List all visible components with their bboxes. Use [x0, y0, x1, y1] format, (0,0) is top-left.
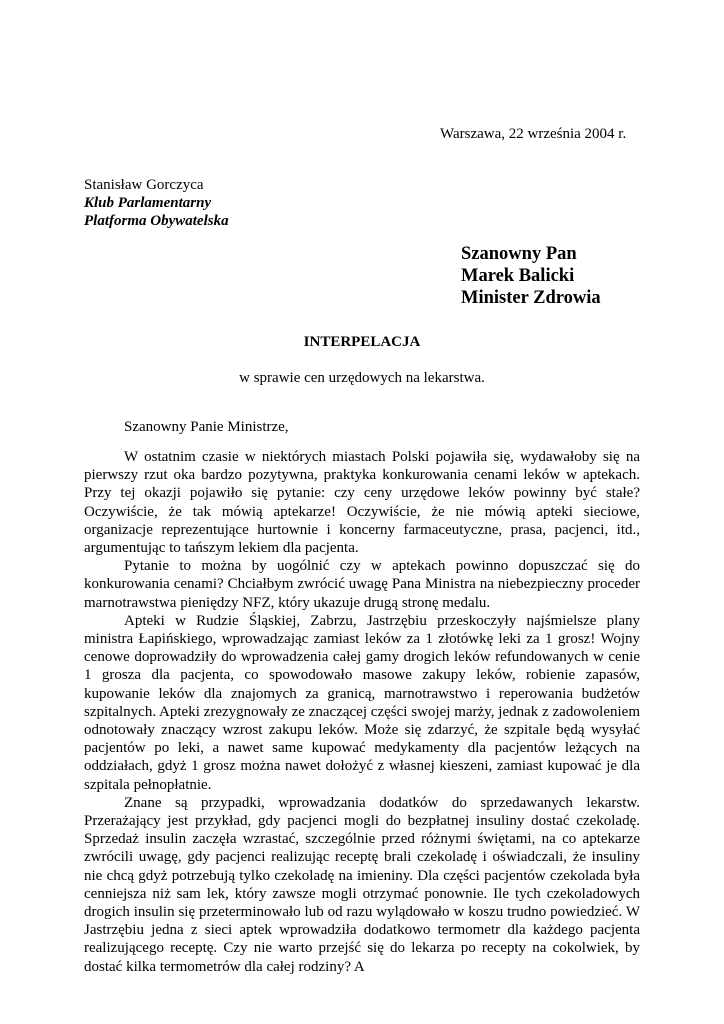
body-paragraph: Znane są przypadki, wprowadzania dodatków do sprzedawanych lekarstw. Przerażający jest przykład, gdy pacjenci mogli do bezpłatnej insuliny dostać czekoladę. Sprzedaż insulin zaczęła wzrastać, szczególnie przed różnymi świętami, na co aptekarze zwrócili uwagę, gdy pacjenci realizując receptę brali czekoladę i oświadczali, że insuliny nie chcą gdyż potrzebują tylko czekoladę na imieniny. Dla części pacjentów czekolada była cenniejsza niż sam lek, który zawsze mogli otrzymać ponownie. Ile tych czekoladowych drogich insulin się przeterminowało lub od razu wylądowało w koszu trudno powiedzieć. W Jastrzębiu jedna z sieci aptek wprowadziła dodatkowo termometr dla każdego pacjenta realizującego receptę. Czy nie warto przejść się do lekarza po recepty na cokolwiek, by dostać kilka termometrów dla całej rodziny? A [84, 794, 640, 975]
recipient-position: Minister Zdrowia [461, 288, 601, 308]
body-paragraph: Pytanie to można by uogólnić czy w aptekach powinno dopuszczać się do konkurowania cenami? Chciałbym zwrócić uwagę Pana Ministra na niebezpieczny proceder marnotrawstwa pieniędzy NFZ, który ukazuje drugą stronę medalu. [84, 558, 640, 611]
letter-date: Warszawa, 22 września 2004 r. [440, 126, 627, 142]
recipient-name: Marek Balicki [461, 266, 575, 286]
body-paragraph: Apteki w Rudzie Śląskiej, Zabrzu, Jastrzębiu przeskoczyły najśmielsze plany ministra Łapińskiego, wprowadzając zamiast leków za 1 złotówkę leki za 1 grosz! Wojny cenowe doprowadziły do wprowadzenia całej gamy drogich leków refundowanych w cenie 1 grosza dla pacjenta, co spowodowało masowe zakupy leków, robienie zapasów, kupowanie leków dla znajomych za granicą, marnotrawstwo i reperowania budżetów szpitalnych. Apteki zrezygnowały ze znaczącej części swojej marży, jednak z zadowoleniem odnotowały znaczący wzrost zakupu leków. Może się zdarzyć, że szpitale będą wysyłać pacjentów po leki, a nawet same kupować medykamenty dla pacjentów leżących na oddziałach, gdyż 1 grosz można nawet dołożyć z własnej kieszeni, zamiast kupować je dla szpitala pełnopłatnie. [84, 612, 640, 793]
sender-club: Klub Parlamentarny [84, 195, 212, 211]
sender-name: Stanisław Gorczyca [84, 177, 204, 193]
recipient-block [461, 243, 601, 309]
letter-body [84, 448, 640, 976]
salutation: Szanowny Panie Ministrze, [124, 419, 289, 435]
document-subject: w sprawie cen urzędowych na lekarstwa. [239, 370, 485, 386]
sender-block [84, 176, 229, 230]
document-title: INTERPELACJA [303, 334, 421, 350]
sender-party: Platforma Obywatelska [84, 213, 229, 229]
recipient-greeting: Szanowny Pan [461, 244, 577, 264]
body-paragraph: W ostatnim czasie w niektórych miastach Polski pojawiła się, wydawałoby się na pierwszy rzut oka bardzo pozytywna, praktyka konkurowania cenami leków w aptekach. Przy tej okazji pojawiło się pytanie: czy ceny urzędowe leków powinny być stałe? Oczywiście, że tak mówią aptekarze! Oczywiście, że nie mówią apteki sieciowe, organizacje reprezentujące hurtownie i koncerny farmaceutyczne, prasa, pacjenci, itd., argumentując to tańszym lekiem dla pacjenta. [84, 449, 640, 557]
